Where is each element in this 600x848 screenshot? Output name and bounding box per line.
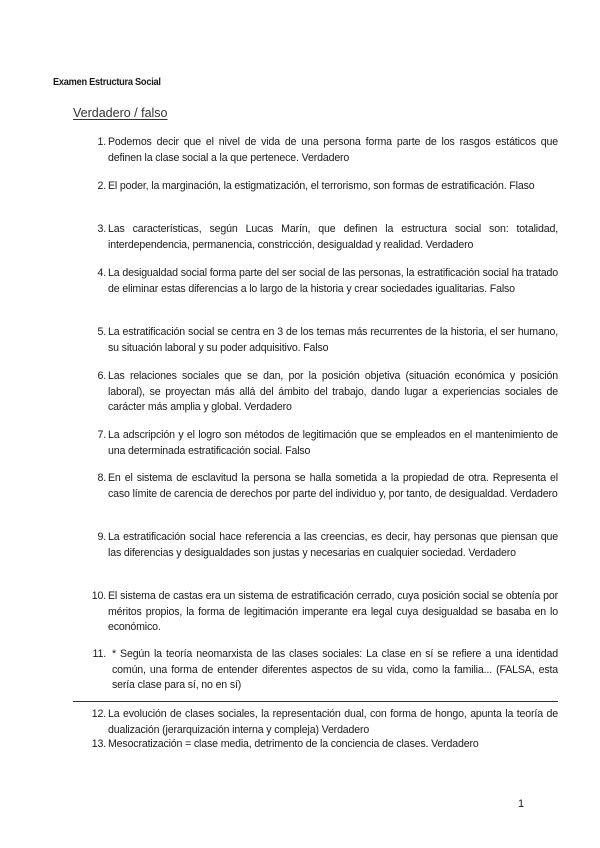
item-text: * Según la teoría neomarxista de las clases sociales: La clase en sí se refiere a una identidad común, una forma de entender diferentes aspectos de su vida, como la familia... (FALSA, esta sería clase para sí, no en sí): [112, 648, 558, 691]
item-text: Podemos decir que el nivel de vida de una persona forma parte de los rasgos estáticos que definen la clase social a la que pertenece. Verdadero: [108, 136, 558, 164]
item-number: 13.: [91, 738, 106, 750]
list-item: [90, 266, 558, 297]
list-item: [90, 471, 558, 502]
item-text: La estratificación social hace referencia a las creencias, es decir, hay personas que piensan que las diferencias y desigualdades son justas y necesarias en cualquier sociedad. Verdadero: [108, 531, 558, 559]
item-number: 7.: [97, 429, 106, 441]
item-text: Las relaciones sociales que se dan, por la posición objetiva (situación económica y posición laboral), se proyectan más allá del ámbito del trabajo, dando lugar a experiencias sociales de carácter más amplia y global. Verdadero: [108, 370, 558, 413]
list-item: [90, 647, 558, 694]
item-number: 8.: [97, 472, 106, 484]
item-text: La desigualdad social forma parte del ser social de las personas, la estratificación social ha tratado de eliminar estas diferencias a lo largo de la historia y crear sociedades igualitarias. Falso: [108, 267, 558, 295]
list-item: [90, 707, 558, 738]
item-number: 11.: [92, 648, 106, 660]
item-text: La estratificación social se centra en 3 de los temas más recurrentes de la historia, el ser humano, su situación laboral y su poder adquisitivo. Falso: [108, 326, 558, 354]
list-item: [90, 530, 558, 561]
horizontal-divider: [73, 701, 558, 702]
item-text: Las características, según Lucas Marín, que definen la estructura social son: totalidad, interdependencia, permanencia, constricción, desigualdad y realidad. Verdadero: [108, 223, 558, 251]
item-number: 9.: [97, 531, 106, 543]
item-number: 10.: [91, 590, 106, 602]
item-text: La evolución de clases sociales, la representación dual, con forma de hongo, apunta la teoría de dualización (jerarquización interna y compleja) Verdadero: [108, 708, 558, 736]
document-title: Examen Estructura Social: [53, 76, 161, 88]
item-number: 4.: [97, 267, 106, 279]
list-item: [90, 222, 558, 253]
page-number: 1: [518, 798, 525, 810]
item-number: 12.: [91, 708, 106, 720]
item-text: El sistema de castas era un sistema de estratificación cerrado, cuya posición social se obtenía por méritos propios, la forma de legitimación imperante era legal cuya desigualdad se basaba en lo económico.: [108, 590, 558, 633]
list-item: [90, 135, 558, 166]
item-number: 3.: [97, 223, 106, 235]
list-item: [90, 737, 558, 753]
list-item: [90, 179, 558, 195]
item-text: Mesocratización = clase media, detrimento de la conciencia de clases. Verdadero: [108, 738, 479, 750]
list-item: [90, 325, 558, 356]
item-number: 6.: [97, 370, 106, 382]
list-item: [90, 428, 558, 459]
section-title: Verdadero / falso: [73, 106, 168, 120]
list-item: [90, 369, 558, 416]
item-text: La adscripción y el logro son métodos de legitimación que se empleados en el mantenimiento de una determinada estratificación social. Falso: [108, 429, 558, 457]
item-number: 5.: [97, 326, 106, 338]
item-number: 1.: [97, 136, 106, 148]
item-text: El poder, la marginación, la estigmatización, el terrorismo, son formas de estratificación. Flaso: [108, 180, 535, 192]
item-text: En el sistema de esclavitud la persona se halla sometida a la propiedad de otra. Representa el caso límite de carencia de derechos por parte del individuo y, por tanto, de desigualdad. Verdadero: [108, 472, 558, 500]
item-number: 2.: [97, 180, 106, 192]
list-item: [90, 589, 558, 636]
